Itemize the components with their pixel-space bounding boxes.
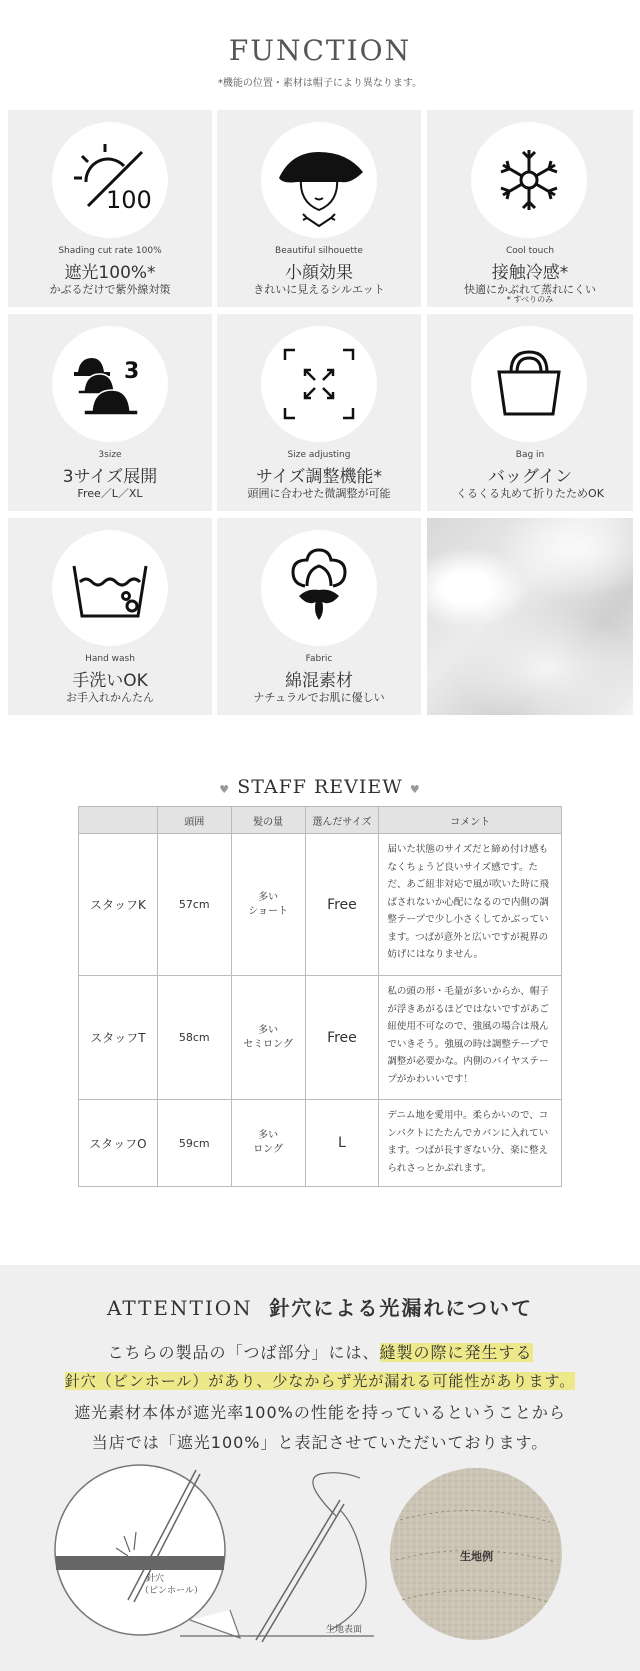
feature-tile-hand-wash: [8, 518, 212, 715]
feature-desc: くるくる丸めて折りたためOK: [456, 487, 604, 500]
attention-text-line: 当店では「遮光100%」と表記させていただいております。: [91, 1433, 549, 1452]
feature-title: 綿混素材: [285, 671, 353, 691]
attention-text-line: [0, 1370, 640, 1391]
attention-text-line: 遮光素材本体が遮光率100%の性能を持っているということから: [74, 1403, 566, 1422]
feature-title: 3サイズ展開: [62, 467, 158, 487]
feature-tile-fabric: [217, 518, 421, 715]
feature-en-label: Fabric: [305, 654, 333, 664]
hat-face-icon: [261, 122, 377, 238]
function-note: *機能の位置・素材は帽子により異なります。: [217, 78, 423, 89]
comment: 私の頭の形・毛量が多いからか、帽子が浮きあがるほどではないですがあご紐使用不可なので、強風の場合は飛んでいきそう。強風の時は調整テープで調整が必要かな。内側のバイヤステープがかわいいです！: [379, 976, 562, 1100]
table-row: [79, 976, 562, 1100]
table-header-cell: 選んだサイズ: [305, 807, 379, 834]
head-size: 59cm: [157, 1100, 231, 1187]
fabric-sample-label: 生地例: [460, 1550, 493, 1563]
chosen-size: L: [305, 1100, 379, 1187]
head-size: 58cm: [157, 976, 231, 1100]
svg-text:100: 100: [106, 186, 152, 214]
feature-desc: ナチュラルでお肌に優しい: [253, 691, 385, 704]
feature-title: 遮光100%*: [64, 263, 156, 283]
attention-text-line: こちらの製品の「つば部分」には、縫製の際に発生する: [107, 1343, 533, 1362]
expand-arrows-icon: [261, 326, 377, 442]
table-header-cell: [79, 807, 158, 834]
staff-review-title: ♥ STAFF REVIEW ♥: [219, 776, 421, 798]
table-header-row: [79, 807, 562, 834]
feature-desc: かぶるだけで紫外線対策: [49, 283, 171, 296]
hair-amount: 多い ショート: [231, 834, 305, 976]
feature-footnote: * すべりのみ: [506, 295, 554, 304]
feature-desc: 快適にかぶれて蒸れにくい: [464, 283, 596, 296]
feature-title: バッグイン: [487, 467, 573, 487]
feature-tile-size-adjust: [217, 314, 421, 511]
hair-amount: 多い セミロング: [231, 976, 305, 1100]
comment: 届いた状態のサイズだと締め付け感もなくちょうど良いサイズ感です。ただ、あご紐非対応で風が吹いた時に飛ばされないか心配になるので内側の調整テープで少し小さくしてかぶっています。つばが意外と広いですが視界の妨げにはなりません。: [379, 834, 562, 976]
staff-review-table: [78, 806, 562, 1187]
feature-title: サイズ調整機能*: [255, 467, 383, 487]
feature-desc: お手入れかんたん: [66, 691, 154, 704]
table-row: [79, 1100, 562, 1187]
feature-desc: きれいに見えるシルエット: [253, 283, 385, 296]
feature-en-label: 3size: [98, 450, 122, 460]
feature-title: 接触冷感*: [491, 263, 569, 283]
feature-tile-silhouette: [217, 110, 421, 307]
feature-title: 手洗いOK: [72, 671, 148, 691]
feature-tile-bag: [427, 314, 633, 511]
table-row: [79, 834, 562, 976]
feature-en-label: Size adjusting: [287, 450, 351, 460]
comment: デニム地を愛用中。柔らかいので、コンパクトにたたんでカバンに入れています。つばが長すぎない分、楽に整えられさっとかぶれます。: [379, 1100, 562, 1187]
uv-cut-icon: [52, 122, 168, 238]
feature-en-label: Beautiful silhouette: [275, 246, 363, 256]
table-header-cell: 頭囲: [157, 807, 231, 834]
svg-text:3: 3: [124, 359, 140, 384]
snowflake-icon: [471, 122, 587, 238]
table-header-cell: 髪の量: [231, 807, 305, 834]
fabric-photo: [427, 518, 633, 715]
hair-amount: 多い ロング: [231, 1100, 305, 1187]
bag-icon: [471, 326, 587, 442]
feature-tile-3size: [8, 314, 212, 511]
chosen-size: Free: [305, 976, 379, 1100]
function-title: FUNCTION: [228, 34, 412, 67]
staff-name: スタッフK: [79, 834, 158, 976]
highlight: 針穴（ピンホール）があり、少なからず光が漏れる可能性があります。: [64, 1372, 576, 1390]
table-header-cell: コメント: [379, 807, 562, 834]
attention-title: ATTENTION 針穴による光漏れについて: [107, 1296, 533, 1320]
staff-name: スタッフO: [79, 1100, 158, 1187]
feature-desc: 頭囲に合わせた微調整が可能: [247, 487, 391, 500]
cotton-icon: [261, 530, 377, 646]
chosen-size: Free: [305, 834, 379, 976]
pinhole-label-sub: （ピンホール）: [140, 1586, 203, 1596]
feature-en-label: Hand wash: [85, 654, 135, 664]
feature-en-label: Bag in: [515, 450, 545, 460]
feature-tile-cool: [427, 110, 633, 307]
feature-tile-uv: [8, 110, 212, 307]
highlight: 縫製の際に発生する: [379, 1343, 533, 1362]
heart-ornament-icon: ♥: [219, 783, 231, 796]
hand-wash-icon: [52, 530, 168, 646]
head-size: 57cm: [157, 834, 231, 976]
feature-en-label: Cool touch: [505, 246, 555, 256]
three-hats-icon: [52, 326, 168, 442]
feature-desc: Free／L／XL: [77, 487, 143, 500]
staff-name: スタッフT: [79, 976, 158, 1100]
feature-en-label: Shading cut rate 100%: [58, 246, 162, 256]
pinhole-diagram: [0, 1460, 640, 1671]
fabric-surface-label: 生地表面: [326, 1625, 363, 1635]
heart-ornament-icon: ♥: [409, 783, 421, 796]
feature-title: 小顔効果: [285, 263, 353, 283]
pinhole-label: 針穴: [146, 1574, 165, 1584]
